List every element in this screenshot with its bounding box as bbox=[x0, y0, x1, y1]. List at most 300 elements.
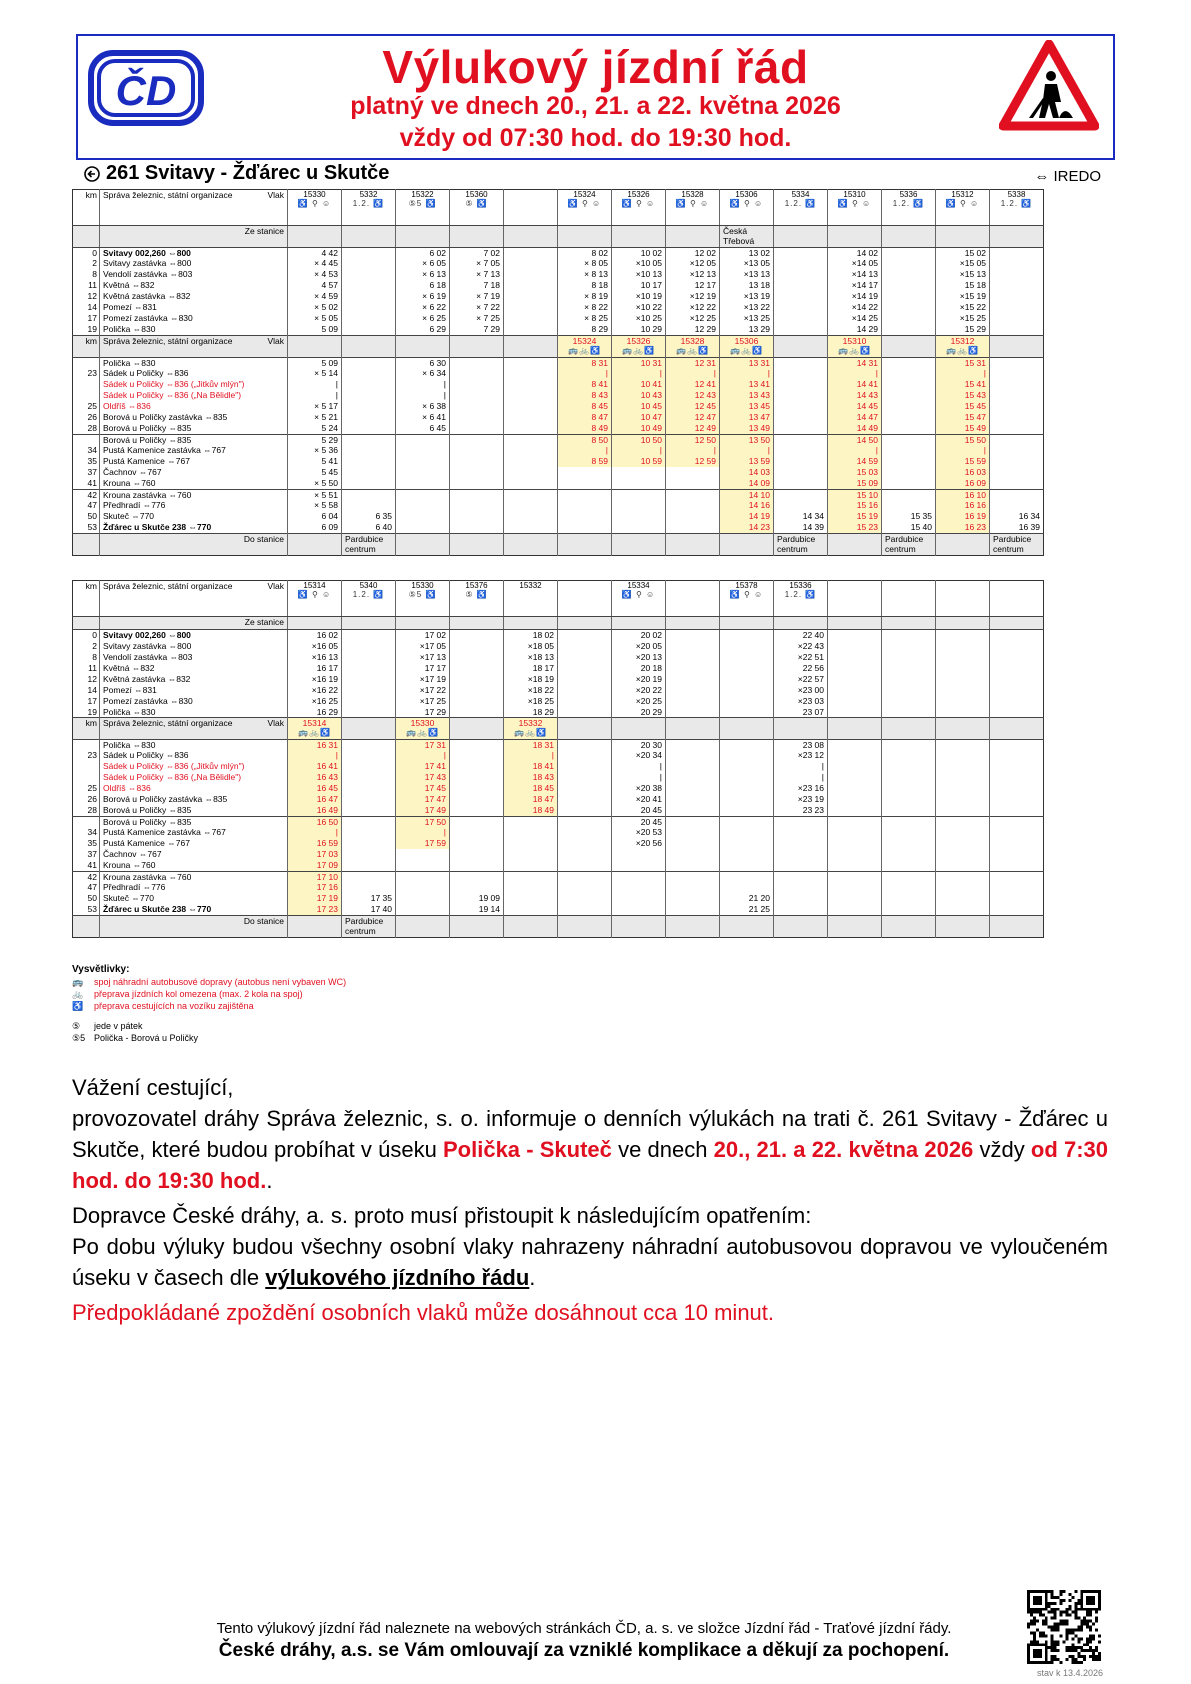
time-cell bbox=[774, 280, 828, 291]
time-cell bbox=[666, 617, 720, 630]
time-cell bbox=[504, 871, 558, 882]
time-cell bbox=[990, 357, 1044, 368]
time-cell: × 6 34 bbox=[396, 368, 450, 379]
time-cell: 18 17 bbox=[504, 663, 558, 674]
time-cell bbox=[882, 291, 936, 302]
time-cell: 18 45 bbox=[504, 783, 558, 794]
time-cell bbox=[450, 445, 504, 456]
time-cell bbox=[504, 302, 558, 313]
station-cell: Květná ⇔832 bbox=[100, 280, 288, 291]
km-cell bbox=[73, 816, 100, 827]
km-cell: 12 bbox=[87, 291, 97, 302]
time-cell bbox=[612, 904, 666, 915]
time-cell bbox=[558, 871, 612, 882]
time-cell bbox=[990, 630, 1044, 641]
time-cell bbox=[774, 313, 828, 324]
time-cell bbox=[450, 838, 504, 849]
time-cell bbox=[342, 401, 396, 412]
time-cell bbox=[504, 423, 558, 434]
time-cell bbox=[450, 423, 504, 434]
time-cell bbox=[450, 467, 504, 478]
time-cell bbox=[720, 707, 774, 718]
train-features-icon: ♿ ⚲ ☺ bbox=[675, 199, 710, 208]
time-cell bbox=[774, 500, 828, 511]
train-features-icon: ♿ ⚲ ☺ bbox=[729, 199, 764, 208]
time-cell: 6 45 bbox=[396, 423, 450, 434]
time-cell bbox=[828, 893, 882, 904]
bus-row bbox=[73, 750, 1044, 761]
time-cell: 16 47 bbox=[288, 794, 342, 805]
time-cell bbox=[882, 489, 936, 500]
time-cell bbox=[558, 674, 612, 685]
time-cell bbox=[828, 772, 882, 783]
time-cell bbox=[774, 827, 828, 838]
time-cell: 15 50 bbox=[936, 434, 990, 445]
time-cell bbox=[666, 838, 720, 849]
time-cell bbox=[936, 827, 990, 838]
time-cell bbox=[774, 838, 828, 849]
rail-row bbox=[73, 247, 1044, 258]
time-cell: 12 43 bbox=[666, 390, 720, 401]
time-cell: ×12 25 bbox=[666, 313, 720, 324]
time-cell bbox=[720, 838, 774, 849]
time-cell bbox=[342, 827, 396, 838]
time-cell: ×12 22 bbox=[666, 302, 720, 313]
time-cell bbox=[882, 827, 936, 838]
time-cell: 15310 ♿ ⚲ ☺ bbox=[828, 190, 882, 226]
time-cell: 12 41 bbox=[666, 379, 720, 390]
station-cell: Žďárec u Skutče 238 ⇔770 bbox=[100, 904, 288, 915]
station-cell: Sádek u Poličky ⇔836 („Jitkův mlýn") bbox=[100, 761, 288, 772]
rail-row bbox=[73, 324, 1044, 335]
rail-row bbox=[73, 816, 1044, 827]
rail-row bbox=[73, 674, 1044, 685]
notice-greeting: Vážení cestující, bbox=[72, 1075, 234, 1100]
time-cell bbox=[342, 456, 396, 467]
km-cell: 12 bbox=[87, 673, 97, 684]
footer-apology: České dráhy, a.s. se Vám omlouvají za vzniklé komplikace a děkují za pochopení. bbox=[218, 1640, 950, 1661]
time-cell: × 5 02 bbox=[288, 302, 342, 313]
time-cell: 6 30 bbox=[396, 357, 450, 368]
time-cell bbox=[828, 533, 882, 555]
time-cell bbox=[558, 685, 612, 696]
time-cell bbox=[612, 226, 666, 248]
bus-icon: 🚌🚲♿ bbox=[946, 346, 979, 356]
station-cell: Pomezí ⇔831 bbox=[100, 302, 288, 313]
time-cell: | bbox=[504, 750, 558, 761]
station-cell: Pustá Kamenice zastávka ⇔767 bbox=[100, 445, 288, 456]
time-cell bbox=[342, 783, 396, 794]
time-cell: ×14 19 bbox=[828, 291, 882, 302]
time-cell bbox=[828, 849, 882, 860]
time-cell: 15332 bbox=[504, 581, 558, 617]
time-cell bbox=[504, 226, 558, 248]
km-cell bbox=[73, 434, 100, 445]
train-features-icon: ♿ ⚲ ☺ bbox=[945, 199, 980, 208]
time-cell: 15326 🚌🚲♿ bbox=[612, 335, 666, 357]
time-cell: 5340 1.2. ♿ bbox=[342, 581, 396, 617]
time-cell bbox=[774, 269, 828, 280]
time-cell: 12 50 bbox=[666, 434, 720, 445]
time-cell bbox=[720, 617, 774, 630]
time-cell: 15330 ⑤5 ♿ bbox=[396, 581, 450, 617]
station-cell: Krouna zastávka ⇔760 bbox=[100, 871, 288, 882]
time-cell bbox=[774, 434, 828, 445]
bus-row bbox=[73, 783, 1044, 794]
time-cell: 14 31 bbox=[828, 357, 882, 368]
legend-icon: ⑤ bbox=[72, 1021, 81, 1031]
time-cell: ×10 19 bbox=[612, 291, 666, 302]
time-cell: ×13 19 bbox=[720, 291, 774, 302]
station-cell: Čachnov ⇔767 bbox=[100, 467, 288, 478]
time-cell: 15 10 bbox=[828, 489, 882, 500]
time-cell bbox=[612, 893, 666, 904]
time-cell bbox=[936, 581, 990, 617]
time-cell bbox=[882, 805, 936, 816]
km-cell: 50 bbox=[87, 511, 97, 522]
time-cell: | bbox=[666, 445, 720, 456]
time-cell bbox=[666, 652, 720, 663]
time-cell bbox=[342, 324, 396, 335]
time-cell bbox=[342, 860, 396, 871]
time-cell bbox=[666, 718, 720, 740]
time-cell: Pardubice centrum bbox=[342, 915, 396, 937]
time-cell bbox=[990, 663, 1044, 674]
time-cell bbox=[828, 882, 882, 893]
time-cell bbox=[450, 816, 504, 827]
time-cell: 17 09 bbox=[288, 860, 342, 871]
station-cell: Správa železnic, státní organizace Vlak bbox=[100, 335, 288, 357]
time-cell bbox=[936, 915, 990, 937]
page-title: Výlukový jízdní řád bbox=[382, 41, 809, 93]
time-cell: 17 47 bbox=[396, 794, 450, 805]
time-cell bbox=[504, 335, 558, 357]
station-cell: Svitavy zastávka ⇔800 bbox=[100, 641, 288, 652]
time-cell bbox=[882, 739, 936, 750]
time-cell: 17 17 bbox=[396, 663, 450, 674]
time-cell bbox=[558, 718, 612, 740]
km-cell: 25 bbox=[87, 783, 97, 794]
time-cell bbox=[450, 489, 504, 500]
time-cell: × 6 05 bbox=[396, 258, 450, 269]
time-cell: | bbox=[612, 761, 666, 772]
km-cell: 14 bbox=[87, 302, 97, 313]
km-cell bbox=[73, 226, 100, 248]
time-cell bbox=[342, 302, 396, 313]
time-cell bbox=[666, 663, 720, 674]
bus-header-row bbox=[73, 335, 1044, 357]
time-cell bbox=[882, 663, 936, 674]
time-cell bbox=[342, 739, 396, 750]
time-cell bbox=[936, 739, 990, 750]
time-cell bbox=[666, 489, 720, 500]
time-cell bbox=[990, 750, 1044, 761]
time-cell: | bbox=[612, 368, 666, 379]
time-cell bbox=[828, 581, 882, 617]
time-cell bbox=[990, 849, 1044, 860]
time-cell: 12 47 bbox=[666, 412, 720, 423]
time-cell: 17 45 bbox=[396, 783, 450, 794]
time-cell bbox=[666, 882, 720, 893]
time-cell: ×18 05 bbox=[504, 641, 558, 652]
time-cell bbox=[936, 652, 990, 663]
time-cell: 14 34 bbox=[774, 511, 828, 522]
bus-row bbox=[73, 761, 1044, 772]
time-cell bbox=[990, 489, 1044, 500]
time-cell bbox=[396, 434, 450, 445]
roadwork-warning-icon bbox=[999, 40, 1099, 132]
station-cell: Sádek u Poličky ⇔836 bbox=[100, 750, 288, 761]
time-cell: | bbox=[396, 379, 450, 390]
time-cell bbox=[882, 412, 936, 423]
station-cell: Správa železnic, státní organizace Vlak bbox=[100, 718, 288, 740]
time-cell bbox=[882, 390, 936, 401]
time-cell bbox=[936, 761, 990, 772]
time-cell: | bbox=[612, 772, 666, 783]
origin-row bbox=[73, 226, 1044, 248]
time-cell: ×20 22 bbox=[612, 685, 666, 696]
time-cell: 14 59 bbox=[828, 456, 882, 467]
time-cell bbox=[882, 478, 936, 489]
time-cell bbox=[774, 412, 828, 423]
time-cell: ×15 19 bbox=[936, 291, 990, 302]
time-cell bbox=[504, 390, 558, 401]
time-cell: 16 49 bbox=[288, 805, 342, 816]
station-cell: Polička ⇔830 bbox=[100, 707, 288, 718]
time-cell: ×14 25 bbox=[828, 313, 882, 324]
station-cell: Předhradí ⇔776 bbox=[100, 500, 288, 511]
time-cell: Česká Třebová bbox=[720, 226, 774, 248]
time-cell: × 7 25 bbox=[450, 313, 504, 324]
bus-row bbox=[73, 794, 1044, 805]
station-cell: Krouna ⇔760 bbox=[100, 860, 288, 871]
time-cell bbox=[936, 882, 990, 893]
time-cell bbox=[666, 871, 720, 882]
time-cell: 15322 ⑤5 ♿ bbox=[396, 190, 450, 226]
time-cell bbox=[450, 522, 504, 533]
time-cell bbox=[558, 882, 612, 893]
time-cell bbox=[558, 581, 612, 617]
station-cell: Borová u Poličky ⇔835 bbox=[100, 805, 288, 816]
rail-row bbox=[73, 652, 1044, 663]
time-cell: × 5 51 bbox=[288, 489, 342, 500]
time-cell bbox=[396, 849, 450, 860]
time-cell bbox=[558, 511, 612, 522]
bus-row bbox=[73, 357, 1044, 368]
time-cell bbox=[882, 357, 936, 368]
station-cell: Do stanice bbox=[100, 533, 288, 555]
time-cell: 8 41 bbox=[558, 379, 612, 390]
time-cell bbox=[936, 816, 990, 827]
time-cell bbox=[342, 652, 396, 663]
time-cell: ×15 22 bbox=[936, 302, 990, 313]
time-cell: ×20 41 bbox=[612, 794, 666, 805]
time-cell bbox=[990, 291, 1044, 302]
time-cell bbox=[828, 871, 882, 882]
route-arrow-icon bbox=[84, 166, 100, 182]
time-cell bbox=[882, 445, 936, 456]
time-cell bbox=[882, 258, 936, 269]
rail-row bbox=[73, 685, 1044, 696]
time-cell: 8 29 bbox=[558, 324, 612, 335]
time-cell: | bbox=[936, 445, 990, 456]
time-cell bbox=[990, 335, 1044, 357]
time-cell: 15378 ♿ ⚲ ☺ bbox=[720, 581, 774, 617]
time-cell: × 6 19 bbox=[396, 291, 450, 302]
time-cell bbox=[990, 500, 1044, 511]
time-cell bbox=[288, 226, 342, 248]
time-cell bbox=[504, 368, 558, 379]
time-cell bbox=[882, 401, 936, 412]
time-cell: 16 45 bbox=[288, 783, 342, 794]
time-cell: 15 18 bbox=[936, 280, 990, 291]
time-cell bbox=[450, 696, 504, 707]
bus-icon: 🚌🚲♿ bbox=[730, 346, 763, 356]
time-cell bbox=[882, 269, 936, 280]
time-cell: 15 59 bbox=[936, 456, 990, 467]
time-cell bbox=[504, 434, 558, 445]
time-cell bbox=[558, 893, 612, 904]
time-cell: 10 49 bbox=[612, 423, 666, 434]
km-cell bbox=[73, 533, 100, 555]
time-cell bbox=[720, 860, 774, 871]
time-cell bbox=[936, 805, 990, 816]
time-cell bbox=[990, 838, 1044, 849]
train-features-icon: ⑤5 ♿ bbox=[408, 199, 437, 208]
time-cell bbox=[612, 871, 666, 882]
rail-row bbox=[73, 269, 1044, 280]
time-cell bbox=[504, 893, 558, 904]
time-cell bbox=[558, 860, 612, 871]
time-cell bbox=[990, 280, 1044, 291]
time-cell bbox=[882, 882, 936, 893]
bus-icon: 🚌🚲♿ bbox=[514, 728, 547, 738]
train-features-icon: ⑤5 ♿ bbox=[408, 590, 437, 599]
timetable-2 bbox=[72, 580, 1044, 938]
time-cell bbox=[342, 258, 396, 269]
time-cell: 15310 🚌🚲♿ bbox=[828, 335, 882, 357]
notice-delay: Předpokládané zpoždění osobních vlaků může dosáhnout cca 10 minut. bbox=[72, 1300, 775, 1325]
time-cell bbox=[342, 368, 396, 379]
train-features-icon: ♿ ⚲ ☺ bbox=[297, 199, 332, 208]
time-cell bbox=[828, 718, 882, 740]
time-cell bbox=[720, 718, 774, 740]
time-cell bbox=[774, 357, 828, 368]
time-cell bbox=[342, 805, 396, 816]
time-cell: 14 23 bbox=[720, 522, 774, 533]
bus-icon: 🚌🚲♿ bbox=[568, 346, 601, 356]
time-cell bbox=[396, 904, 450, 915]
time-cell bbox=[882, 685, 936, 696]
time-cell: | bbox=[828, 445, 882, 456]
time-cell: 7 29 bbox=[450, 324, 504, 335]
time-cell bbox=[774, 379, 828, 390]
time-cell bbox=[774, 718, 828, 740]
time-cell bbox=[882, 456, 936, 467]
time-cell bbox=[450, 533, 504, 555]
time-cell: 6 18 bbox=[396, 280, 450, 291]
time-cell bbox=[828, 761, 882, 772]
notice-paragraph-3: Po dobu výluky budou všechny osobní vlaky nahrazeny náhradní autobusovou dopravou ve vyloučeném úseku v časech dle výlukového jízdního řádu. bbox=[72, 1234, 1108, 1290]
time-cell: 5 24 bbox=[288, 423, 342, 434]
time-cell: ×20 05 bbox=[612, 641, 666, 652]
time-cell bbox=[882, 313, 936, 324]
km-cell: 42 bbox=[73, 871, 100, 882]
time-cell bbox=[342, 467, 396, 478]
time-cell bbox=[990, 893, 1044, 904]
time-cell bbox=[558, 772, 612, 783]
time-cell: 16 10 bbox=[936, 489, 990, 500]
time-cell: 10 47 bbox=[612, 412, 666, 423]
km-cell: 28 bbox=[87, 805, 97, 816]
time-cell bbox=[450, 652, 504, 663]
rail-row bbox=[73, 882, 1044, 893]
time-cell bbox=[720, 739, 774, 750]
time-cell: × 8 22 bbox=[558, 302, 612, 313]
km-cell: 17 bbox=[87, 313, 97, 324]
time-cell bbox=[450, 641, 504, 652]
time-cell bbox=[288, 915, 342, 937]
time-cell bbox=[774, 849, 828, 860]
time-cell: 13 45 bbox=[720, 401, 774, 412]
time-cell: ×22 57 bbox=[774, 674, 828, 685]
rail-row bbox=[73, 434, 1044, 445]
station-cell: Do stanice bbox=[100, 915, 288, 937]
time-cell: 13 47 bbox=[720, 412, 774, 423]
time-cell bbox=[666, 696, 720, 707]
time-cell bbox=[396, 467, 450, 478]
time-cell bbox=[288, 335, 342, 357]
time-cell: 16 31 bbox=[288, 739, 342, 750]
time-cell bbox=[342, 500, 396, 511]
time-cell bbox=[450, 772, 504, 783]
time-cell bbox=[882, 718, 936, 740]
time-cell bbox=[720, 630, 774, 641]
notice-paragraph-2: Dopravce České dráhy, a. s. proto musí přistoupit k následujícím opatřením: bbox=[72, 1203, 812, 1228]
time-cell: 15 09 bbox=[828, 478, 882, 489]
time-cell: 10 43 bbox=[612, 390, 666, 401]
time-cell bbox=[612, 489, 666, 500]
rail-row bbox=[73, 641, 1044, 652]
time-cell bbox=[720, 685, 774, 696]
time-cell: 18 43 bbox=[504, 772, 558, 783]
legend-item: ⑤5 Polička - Borová u Poličky bbox=[72, 1033, 199, 1043]
time-cell bbox=[720, 915, 774, 937]
km-cell: 23 bbox=[87, 368, 97, 379]
time-cell: 17 16 bbox=[288, 882, 342, 893]
time-cell bbox=[882, 783, 936, 794]
time-cell: ×15 13 bbox=[936, 269, 990, 280]
km-cell: 34 bbox=[87, 827, 97, 838]
time-cell bbox=[558, 663, 612, 674]
time-cell bbox=[774, 915, 828, 937]
legend-icon: 🚌 bbox=[72, 977, 84, 987]
time-cell: 6 02 bbox=[396, 247, 450, 258]
time-cell bbox=[558, 478, 612, 489]
time-cell bbox=[450, 226, 504, 248]
time-cell: 15 40 bbox=[882, 522, 936, 533]
station-cell: Pustá Kamenice ⇔767 bbox=[100, 456, 288, 467]
time-cell: ×13 22 bbox=[720, 302, 774, 313]
time-cell: 14 50 bbox=[828, 434, 882, 445]
bus-icon: 🚌🚲♿ bbox=[298, 728, 331, 738]
time-cell: 13 29 bbox=[720, 324, 774, 335]
time-cell: 16 59 bbox=[288, 838, 342, 849]
time-cell: 6 40 bbox=[342, 522, 396, 533]
time-cell bbox=[612, 882, 666, 893]
time-cell bbox=[450, 630, 504, 641]
qr-code-icon bbox=[1027, 1590, 1101, 1664]
